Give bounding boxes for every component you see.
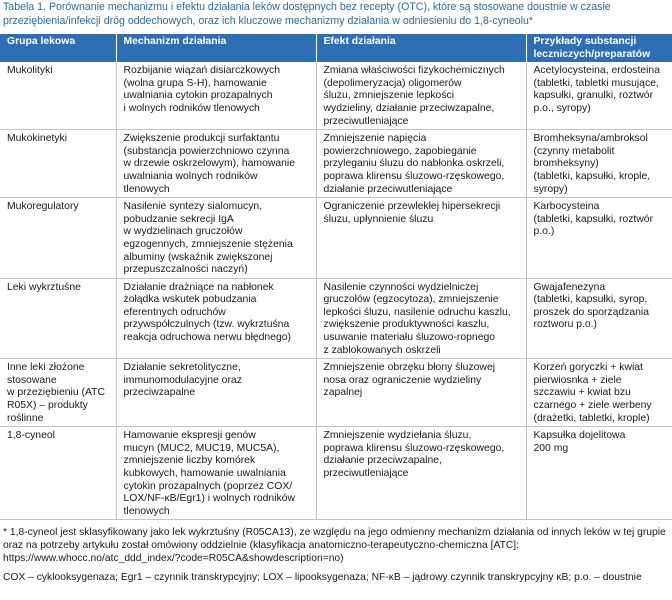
header-mechanism: Mechanizm działania [116,34,316,62]
table-row [0,62,672,129]
cell-drug-group: Inne leki złożone stosowane w przeziębieniu (ATC R05X) – produkty roślinne [0,359,116,427]
cell-mechanism: Rozbijanie wiązań disiarczkowych (wolna grupa S-H), hamowanie uwalniania cytokin prozapalnych i wolnych rodników tlenowych [116,62,316,129]
cell-examples: Acetylocysteina, erdosteina (tabletki, tabletki musujące, kapsułki, granulki, roztwór p.o., syropy) [526,62,672,129]
cell-mechanism: Hamowanie ekspresji genów mucyn (MUC2, MUC19, MUC5A), zmniejszenie liczby komórek kubkowych, hamowanie uwalniania cytokin prozapalnych (poprzez COX/ LOX/NF-κB/Egr1) i wolnych rodników tlenowych [116,427,316,520]
cell-drug-group: Leki wykrztuśne [0,278,116,359]
cell-drug-group: Mukoregulatory [0,198,116,279]
cell-mechanism: Działanie drażniące na nabłonek żołądka wskutek pobudzania eferentnych odruchów przywspółczulnych (tzw. wykrztuśna reakcja odruchowa nerwu błędnego) [116,278,316,359]
cell-mechanism: Nasilenie syntezy sialomucyn, pobudzanie sekrecji IgA w wydzielinach gruczołów egzogennych, zmniejszenie stężenia albuminy (wskaźnik zwiększonej przepuszczalności naczyń) [116,198,316,279]
table-row [0,130,672,198]
table-notes [3,527,667,592]
cell-examples: Korzeń goryczki + kwiat pierwiosnka + ziele szczawiu + kwiat bzu czarnego + ziele werbeny (drażetki, tabletki, krople) [526,359,672,427]
cell-examples: Gwajafenezyna (tabletki, kapsułki, syrop, proszek do sporządzania roztworu p.o.) [526,278,672,359]
header-effect: Efekt działania [316,34,526,62]
cell-effect: Zmniejszenie napięcia powierzchniowego, zapobieganie przyleganiu śluzu do nabłonka oskrzeli, poprawa klirensu śluzowo-rzęskowego, działanie przeciwutleniające [316,130,526,198]
table-row [0,198,672,279]
cell-mechanism: Działanie sekretolityczne, immunomodulacyjne oraz przeciwzapalne [116,359,316,427]
cell-effect: Zmiana właściwości fizykochemicznych (depolimeryzacja) oligomerów śluzu, zmniejszenie lepkości wydzieliny, działanie przeciwzapalne, przeciwutleniające [316,62,526,129]
footnote: * 1,8-cyneol jest sklasyfikowany jako lek wykrztuśny (R05CA13), ze względu na jego odmienny mechanizm działania od innych leków w tej grupie oraz na potrzeby artykułu został omówiony oddzielnie (klasyfikacja anatomiczno-terapeutyczno-chemiczna [ATC]: https://www.whocc.no/atc_ddd_index/?code=R05CA&showdescription=no) [3,527,666,564]
cell-effect: Zmniejszenie obrzęku błony śluzowej nosa oraz ograniczenie wydzieliny zapalnej [316,359,526,427]
cell-drug-group: Mukokinetyki [0,130,116,198]
cell-mechanism: Zwiększenie produkcji surfaktantu (substancja powierzchniowo czynna w drzewie oskrzelowym), hamowanie uwalniania wolnych rodników tlenowych [116,130,316,198]
table-header-row [0,34,672,62]
table-caption: Tabela 1. Porównanie mechanizmu i efektu działania leków dostępnych bez recepty (OTC), które są stosowane doustnie w czasie przeziębienia/infekcji dróg oddechowych, oraz ich kluczowe mechanizmy działania w odniesieniu do 1,8-cyneolu* [3,1,611,27]
cell-drug-group: 1,8-cyneol [0,427,116,520]
cell-effect: Zmniejszenie wydzielania śluzu, poprawa klirensu śluzowo-rzęskowego, działanie przeciwzapalne, przeciwutleniające [316,427,526,520]
comparison-table [0,34,672,520]
cell-examples: Karbocysteina (tabletki, kapsułki, roztwór p.o.) [526,198,672,279]
cell-effect: Ograniczenie przewlekłej hipersekrecji śluzu, upłynnienie śluzu [316,198,526,279]
table-row [0,359,672,427]
header-examples: Przykłady substancji leczniczych/preparatów [526,34,672,62]
cell-effect: Nasilenie czynności wydzielniczej gruczołów (egzocytoza), zmniejszenie lepkości śluzu, nasilenie odruchu kaszlu, zwiększenie produktywności kaszlu, usuwanie materiału śluzowo-ropnego z zablokowanych oskrzeli [316,278,526,359]
table-row [0,427,672,520]
cell-examples: Kapsułka dojelitowa 200 mg [526,427,672,520]
cell-drug-group: Mukolityki [0,62,116,129]
abbreviations-note: COX – cyklooksygenaza; Egr1 – czynnik transkrypcyjny; LOX – lipooksygenaza; NF-κB – jądrowy czynnik transkrypcyjny κB; p.o. – doustnie [3,572,642,584]
header-drug-group: Grupa lekowa [0,34,116,62]
table-row [0,278,672,359]
cell-examples: Bromheksyna/ambroksol (czynny metabolit bromheksyny) (tabletki, kapsułki, krople, syropy) [526,130,672,198]
